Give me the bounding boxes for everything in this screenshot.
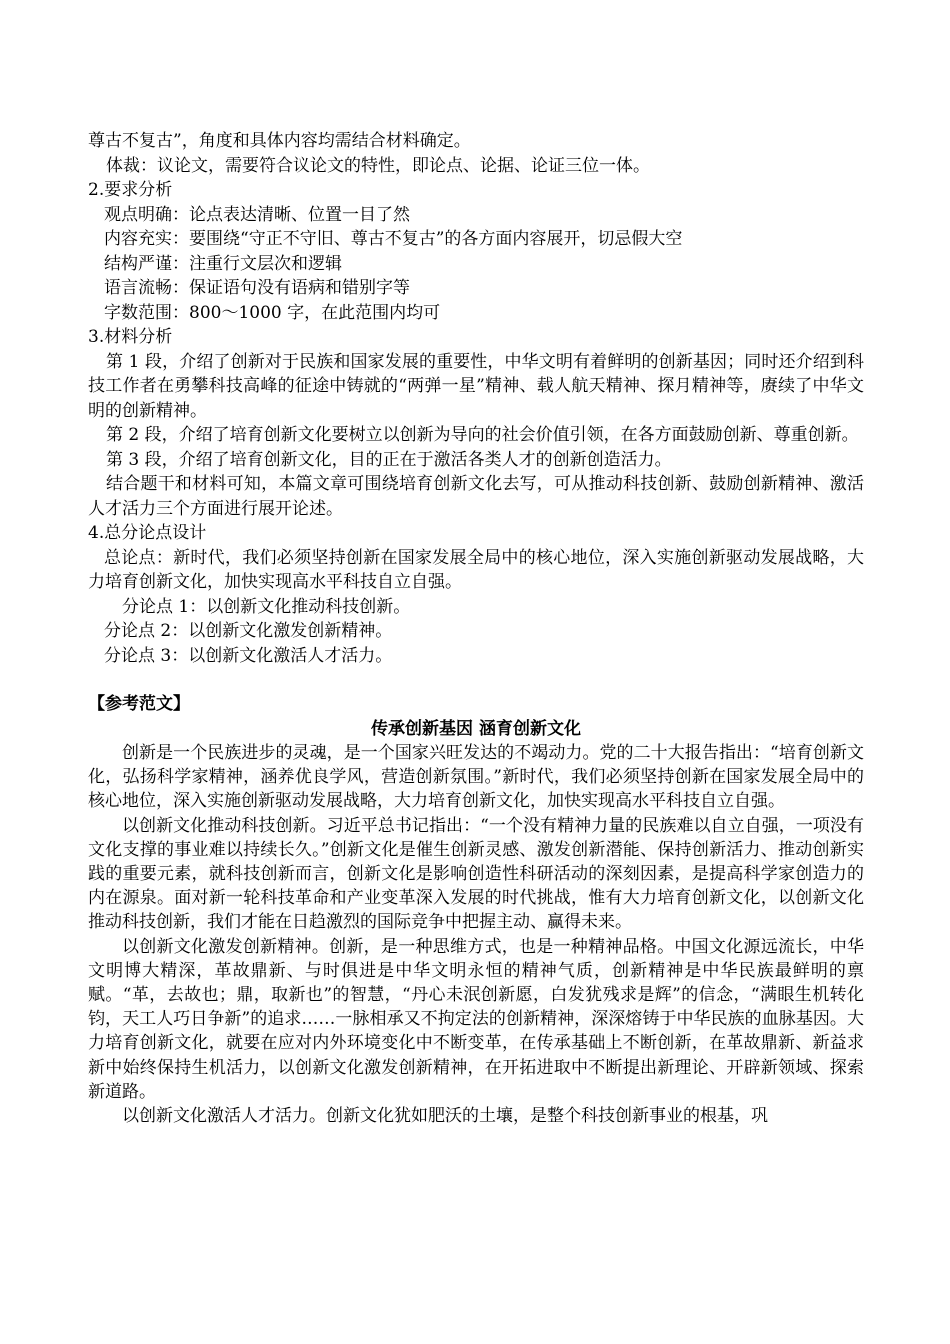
main-thesis: 总论点：新时代，我们必须坚持创新在国家发展全局中的核心地位，深入实施创新驱动发展战略，大力培育创新文化，加快实现高水平科技自立自强。: [88, 547, 864, 592]
sub-thesis: 分论点 2：以创新文化激发创新精神。: [104, 621, 393, 641]
heading-thesis: 4.总分论点设计: [88, 523, 207, 543]
spacer: [88, 668, 864, 692]
document-page: [88, 129, 864, 1128]
requirement-item: 结构严谨：注重行文层次和逻辑: [104, 253, 342, 274]
essay-paragraph: 以创新文化激活人才活力。创新文化犹如肥沃的土壤，是整个科技创新事业的根基，巩: [122, 1106, 768, 1127]
requirement-item: 内容充实：要围绕“守正不守旧、尊古不复古”的各方面内容展开，切忌假大空: [104, 229, 683, 249]
genre-line: 体裁：议论文，需要符合议论文的特性，即论点、论据、论证三位一体。: [106, 155, 650, 176]
essay-title: 传承创新基因 涵育创新文化: [371, 718, 581, 739]
material-paragraph: 第 2 段，介绍了培育创新文化要树立以创新为导向的社会价值引领，在各方面鼓励创新、尊重创新。: [106, 425, 859, 445]
material-paragraph: 第 3 段，介绍了培育创新文化，目的正在于激活各类人才的创新创造活力。: [106, 449, 672, 470]
sub-thesis: 分论点 3：以创新文化激活人才活力。: [104, 645, 393, 666]
sub-thesis: 分论点 1：以创新文化推动科技创新。: [122, 596, 411, 617]
essay-paragraph: 以创新文化推动科技创新。习近平总书记指出：“一个没有精神力量的民族难以自立自强，一项没有文化支撑的事业难以持续长久。”创新文化是催生创新灵感、激发创新潜能、保持创新活力、推动创新实践的重要元素，就科技创新而言，创新文化是影响创造性科研活动的深刻因素，是提高科学家创造力的内在源泉。面对新一轮科技革命和产业变革深入发展的时代挑战，惟有大力培育创新文化，以创新文化推动科技创新，我们才能在日趋激烈的国际竞争中把握主动、赢得未来。: [88, 815, 864, 933]
heading-requirements: 2.要求分析: [88, 180, 173, 200]
material-paragraph: 结合题干和材料可知，本篇文章可围绕培育创新文化去写，可从推动科技创新、鼓励创新精神、激活人才活力三个方面进行展开论述。: [88, 474, 864, 519]
essay-paragraph: 创新是一个民族进步的灵魂，是一个国家兴旺发达的不竭动力。党的二十大报告指出：“培育创新文化，弘扬科学家精神，涵养优良学风，营造创新氛围。”新时代，我们必须坚持创新在国家发展全局中的核心地位，深入实施创新驱动发展战略，大力培育创新文化，加快实现高水平科技自立自强。: [88, 743, 864, 812]
requirement-item: 观点明确：论点表达清晰、位置一目了然: [104, 204, 410, 225]
reference-essay-label: 【参考范文】: [88, 694, 190, 714]
requirement-item: 语言流畅：保证语句没有语病和错别字等: [104, 278, 410, 298]
essay-paragraph: 以创新文化激发创新精神。创新，是一种思维方式，也是一种精神品格。中国文化源远流长，中华文明博大精深，革故鼎新、与时俱进是中华文明永恒的精神气质，创新精神是中华民族最鲜明的禀赋。“革，去故也；鼎，取新也”的智慧，“丹心未泯创新愿，白发犹残求是辉”的信念，“满眼生机转化钧，天工人巧日争新”的追求……一脉相承又不拘定法的创新精神，深深熔铸于中华民族的血脉基因。大力培育创新文化，就要在应对内外环境变化中不断变革，在传承基础上不断创新，在革故鼎新、新益求新中始终保持生机活力，以创新文化激发创新精神，在开拓进取中不断提出新理论、开辟新领域、探索新道路。: [88, 936, 864, 1102]
analysis-line-1: 尊古不复古”，角度和具体内容均需结合材料确定。: [88, 131, 471, 151]
requirement-item: 字数范围：800～1000 字，在此范围内均可: [104, 302, 441, 323]
material-paragraph: 第 1 段，介绍了创新对于民族和国家发展的重要性，中华文明有着鲜明的创新基因；同时还介绍到科技工作者在勇攀科技高峰的征途中铸就的“两弹一星”精神、载人航天精神、探月精神等，赓续了中华文明的创新精神。: [88, 351, 864, 421]
heading-material: 3.材料分析: [88, 327, 173, 347]
